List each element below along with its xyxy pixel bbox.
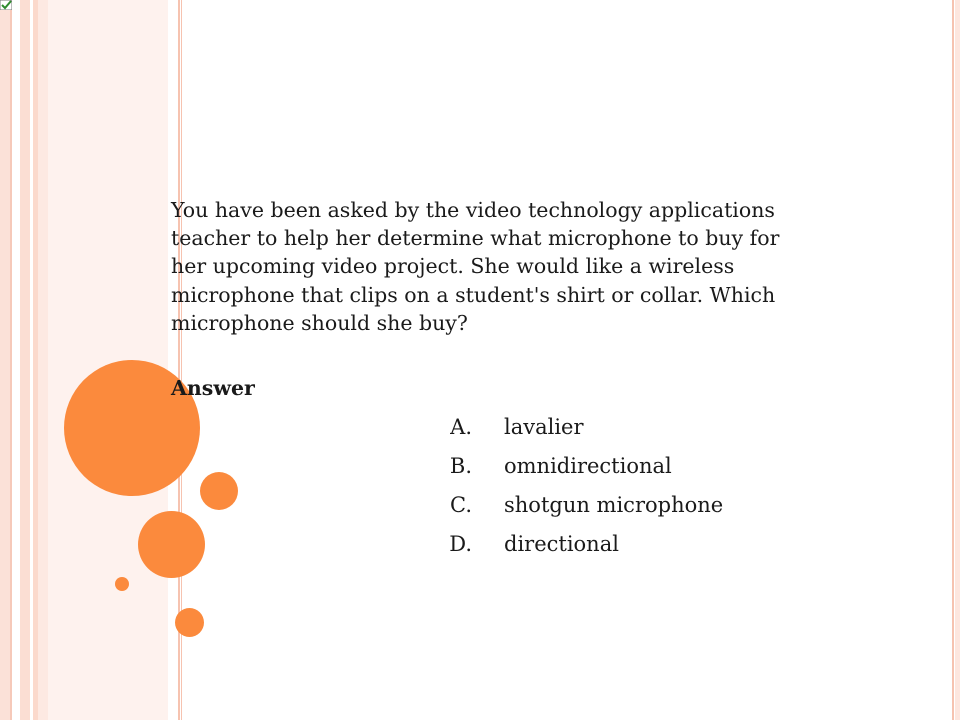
left-stripe [20, 0, 30, 720]
option-letter: D. [449, 532, 472, 556]
option-text: lavalier [504, 415, 584, 439]
answer-option-b[interactable] [430, 454, 723, 493]
decorative-circle-small [175, 608, 204, 637]
option-letter: B. [449, 454, 472, 478]
option-letter: A. [450, 415, 472, 439]
decorative-circle-tiny [115, 577, 129, 591]
right-border-line [952, 0, 954, 720]
check-icon[interactable] [0, 0, 12, 10]
option-text: shotgun microphone [504, 493, 724, 517]
right-border-stripe [955, 0, 960, 720]
left-stripe [0, 0, 10, 720]
option-letter: C. [450, 493, 472, 517]
decorative-circle-small [200, 472, 238, 510]
left-stripe [48, 0, 168, 720]
answer-option-d[interactable] [430, 532, 723, 571]
question-text: You have been asked by the video technology applications teacher to help her determine what microphone to buy for her upcoming video project. She would like a wireless microphone that clips on a student's shirt or collar. Which microphone should she buy? [171, 198, 780, 335]
answer-heading[interactable]: Answer [171, 376, 255, 400]
answer-options [430, 415, 723, 571]
option-text: directional [504, 532, 619, 556]
answer-option-c[interactable] [430, 493, 723, 532]
answer-option-a[interactable] [430, 415, 723, 454]
left-stripe [38, 0, 48, 720]
option-text: omnidirectional [504, 454, 672, 478]
left-stripe [12, 0, 20, 720]
decorative-circle-medium [138, 511, 205, 578]
